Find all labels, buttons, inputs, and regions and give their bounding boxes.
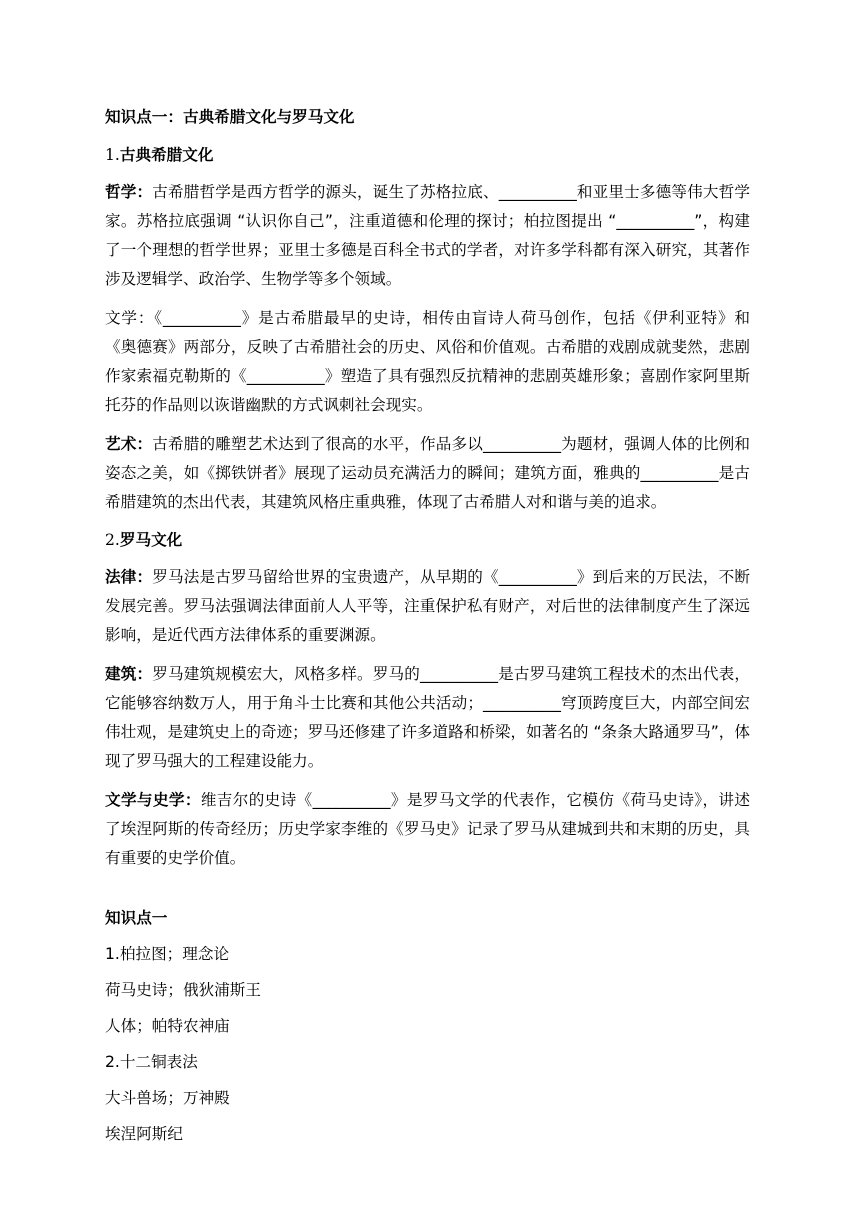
document-page <box>105 104 750 1157</box>
answer-line: 人体；帕特农神庙 <box>105 1017 230 1035</box>
paragraph-text: 古希腊的雕塑艺术达到了很高的水平，作品多以__________为题材，强调人体的比例和姿态之美，如《掷铁饼者》展现了运动员充满活力的瞬间；建筑方面，雅典的__________是古希腊建筑的杰出代表，其建筑风格庄重典雅，体现了古希腊人对和谐与美的追求。 <box>105 435 750 511</box>
answer-line: 荷马史诗；俄狄浦斯王 <box>105 981 261 999</box>
section-heading-greek <box>105 142 750 168</box>
paragraph-label: 艺术： <box>105 435 153 453</box>
paragraph-philosophy <box>105 178 750 294</box>
paragraph-law <box>105 563 750 650</box>
answer-line: 2.十二铜表法 <box>105 1053 198 1071</box>
section-number: 1. <box>105 146 120 164</box>
paragraph-text: 罗马建筑规模宏大，风格多样。罗马的__________是古罗马建筑工程技术的杰出代表，它能够容纳数万人，用于角斗士比赛和其他公共活动；__________穹顶跨度巨大，内部空间宏伟壮观，是建筑史上的奇迹；罗马还修建了许多道路和桥梁，如著名的 “条条大路通罗马”，体现了罗马强大的工程建设能力。 <box>105 665 750 770</box>
answer-line: 大斗兽场；万神殿 <box>105 1089 230 1107</box>
paragraph-label: 文学与史学： <box>105 791 201 809</box>
section-title: 罗马文化 <box>119 531 183 549</box>
paragraph-text: 罗马法是古罗马留给世界的宝贵遗产，从早期的《__________》到后来的万民法，不断发展完善。罗马法强调法律面前人人平等，注重保护私有财产，对后世的法律制度产生了深远影响，是近代西方法律体系的重要渊源。 <box>105 568 750 644</box>
section-heading-roman <box>105 527 750 553</box>
paragraph-label: 法律： <box>105 568 153 586</box>
paragraph-literature-history <box>105 786 750 873</box>
section-title: 古典希腊文化 <box>119 146 214 164</box>
section-number: 2. <box>105 531 120 549</box>
paragraph-architecture <box>105 660 750 776</box>
page-title: 知识点一：古典希腊文化与罗马文化 <box>105 108 355 126</box>
answer-line: 1.柏拉图；理念论 <box>105 945 230 963</box>
paragraph-art <box>105 430 750 517</box>
answers-title: 知识点一 <box>105 909 168 927</box>
paragraph-text: 维吉尔的史诗《__________》是罗马文学的代表作，它模仿《荷马史诗》，讲述了埃涅阿斯的传奇经历；历史学家李维的《罗马史》记录了罗马从建城到共和末期的历史，具有重要的史学价值。 <box>105 791 750 867</box>
paragraph-literature <box>105 304 750 420</box>
answer-line: 埃涅阿斯纪 <box>105 1125 183 1143</box>
paragraph-text: 古希腊哲学是西方哲学的源头，诞生了苏格拉底、__________和亚里士多德等伟大哲学家。苏格拉底强调 “认识你自己”，注重道德和伦理的探讨；柏拉图提出 “__________”，构建了一个理想的哲学世界；亚里士多德是百科全书式的学者，对许多学科都有深入研究，其著作涉及逻辑学、政治学、生物学等多个领域。 <box>105 183 750 288</box>
paragraph-label: 哲学： <box>105 183 153 201</box>
paragraph-text: 《__________》是古希腊最早的史诗，相传由盲诗人荷马创作，包括《伊利亚特》和《奥德赛》两部分，反映了古希腊社会的历史、风俗和价值观。古希腊的戏剧成就斐然，悲剧作家索福克勒斯的《__________》塑造了具有强烈反抗精神的悲剧英雄形象；喜剧作家阿里斯托芬的作品则以诙谐幽默的方式讽刺社会现实。 <box>105 309 750 414</box>
paragraph-label: 文学： <box>105 309 155 327</box>
paragraph-label: 建筑： <box>105 665 153 683</box>
